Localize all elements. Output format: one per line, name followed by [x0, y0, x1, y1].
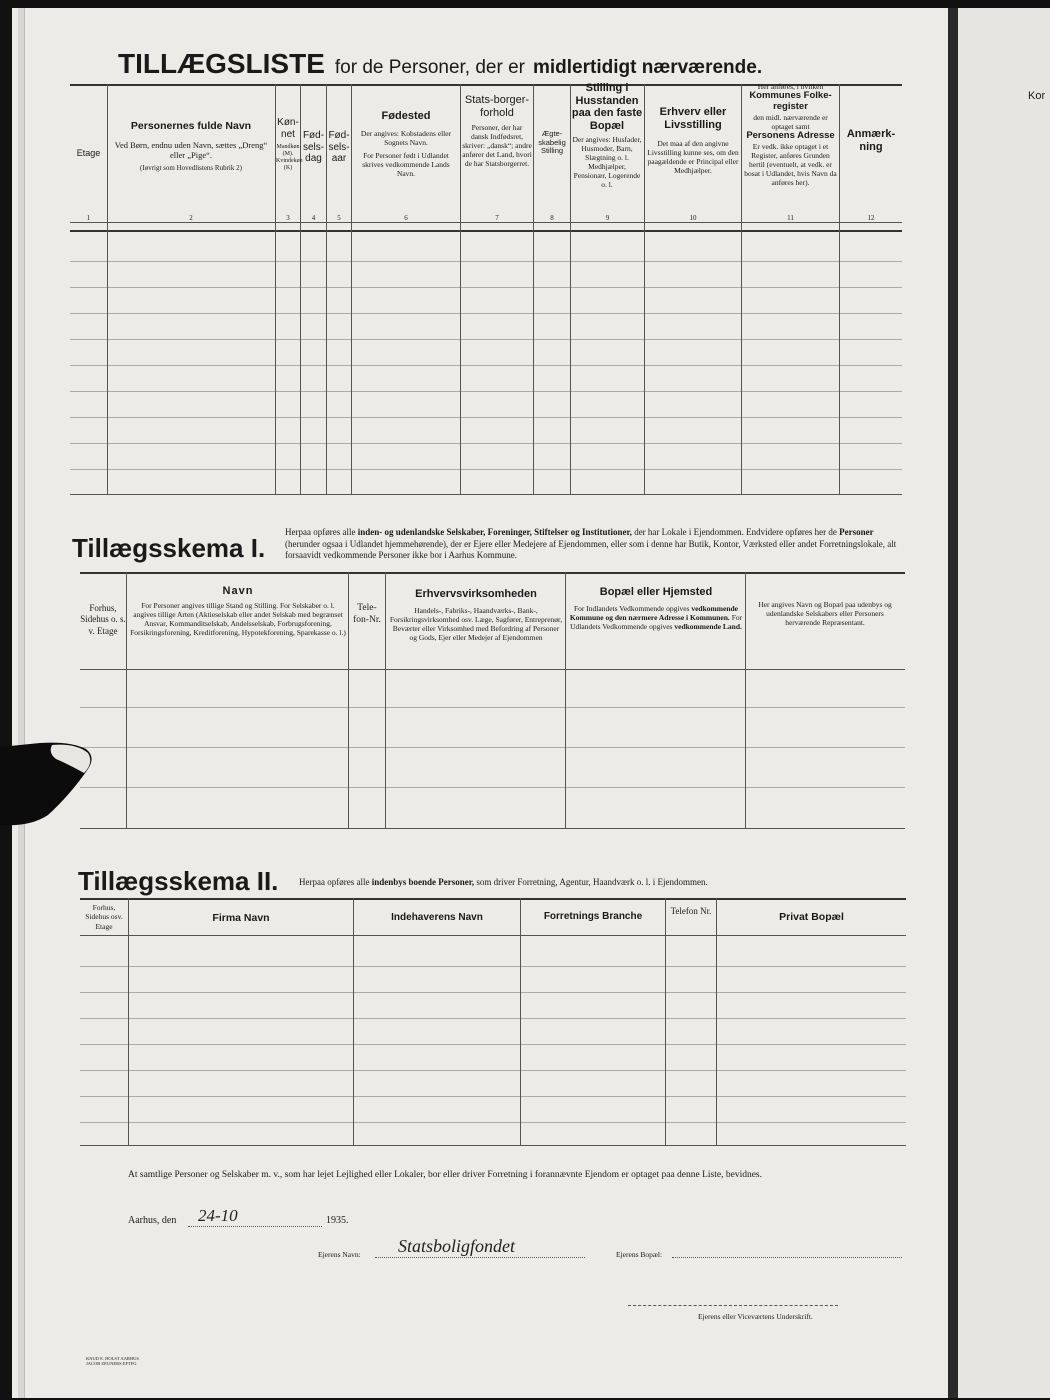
col-number: 3	[286, 214, 290, 222]
skema1-col-business-sub: Handels-, Fabriks-, Haandværks-, Bank-, Forsikringsvirksomhed osv. Læge, Sagfører, Entreprenør, Beværter eller Virksomhed med Befordring af Personer og Gods, Ejer eller Medejer af Ejendommen	[389, 605, 563, 642]
skema2-intro	[299, 877, 899, 887]
col-gender-title: Køn-net	[277, 117, 299, 140]
skema1-col-representative: Her angives Navn og Bopæl paa udenbys og udenlandske Selskabers eller Personers herværende Repræsentant.	[758, 600, 892, 627]
col-household-sub: Der angives: Husfader, Husmoder, Barn, Slægtning o. l. Medhjælper, Pensionær, Logerende o. l.	[572, 134, 642, 189]
col-name-header	[108, 120, 274, 173]
signature-line	[628, 1305, 838, 1306]
printer-imprint: KNUD E. HOLST AARHUS JACOB ZEUNERS EFTFG	[86, 1356, 139, 1367]
year-label: 1935.	[326, 1215, 349, 1226]
col-birthplace-sub: Der angives: Kobstadens eller Sognets Navn.	[360, 128, 452, 147]
title-bold: midlertidigt nærværende.	[533, 57, 763, 78]
col-number: 5	[337, 214, 341, 222]
col-occupation-sub: Det maa af den angivne Livsstilling kunne ses, om den paagældende er Principal eller Medhjælper.	[647, 139, 739, 176]
owner-address-line	[672, 1257, 902, 1258]
col-citizenship-header	[462, 94, 532, 168]
skema1-col-residence-title: Bopæl eller Hjemsted	[599, 586, 713, 598]
skema2-col-phone: Telefon Nr.	[670, 906, 712, 916]
skema2-col-etage: Forhus, Sidehus osv. Etage	[85, 903, 123, 931]
col-register-pre: Her anføres, i hvilken	[757, 82, 824, 91]
col-household-title: Stilling i Husstanden paa den faste	[571, 82, 643, 120]
col-citizenship-sub: Personer, der har dansk Indfødsret, skriver: „dansk“; andre anfører det Land, hvori de har Statsborgerret.	[462, 123, 532, 169]
col-birthplace-header	[355, 110, 457, 178]
skema2-intro-text: Herpaa opføres alle	[299, 877, 370, 887]
skema1-intro-bold: inden- og udenlandske Selskaber, Foreninger, Stiftelser og Institutioner,	[357, 527, 632, 537]
title-rest: for de Personer, der er	[334, 57, 525, 78]
skema1-col-residence-bold: vedkommende Kommune og den nærmere Adresse i Kommunen.	[569, 603, 739, 622]
thumb-shape	[0, 735, 95, 830]
title-big: TILLÆGSLISTE	[118, 48, 325, 79]
col-number: 1	[86, 214, 91, 222]
col-number: 6	[404, 214, 408, 222]
col-household-header	[571, 82, 643, 189]
col-etage-header: Etage	[76, 148, 101, 158]
skema1-col-name-title: Navn	[222, 585, 254, 597]
col-register-title: Kommunes Folke-register	[749, 90, 832, 112]
skema1-col-phone: Tele-fon-Nr.	[353, 603, 381, 625]
skema1-intro-text: der har Lokale i Ejendommen.	[634, 527, 744, 537]
col-gender-header	[276, 117, 303, 172]
skema1-title: Tillægsskema I.	[72, 533, 266, 563]
skema1-col-name	[130, 585, 346, 637]
skema2-col-private: Privat Bopæl	[779, 911, 844, 923]
skema1-col-residence-sub: For Indlandets Vedkommende opgives	[573, 603, 690, 613]
page-edge	[18, 8, 25, 1398]
skema1-col-business	[389, 588, 563, 642]
col-birthplace-sub2: For Personer født i Udlandet skrives vedkommende Lands Navn.	[362, 150, 450, 178]
col-register-title2: Personens Adresse	[746, 129, 835, 141]
attestation-text: At samtlige Personer og Selskaber m. v., som har lejet Lejlighed eller Lokaler, bor eller driver Forretning i forannævnte Ejendom er optaget paa denne Liste, bevidnes.	[128, 1170, 762, 1180]
skema1-intro-text: Endvidere opføres her de	[746, 527, 837, 537]
col-register-sub: den midl. nærværende er optaget samt	[753, 112, 828, 131]
col-birthyear-header: Fød-sels-aar	[328, 130, 350, 164]
col-register-header	[743, 82, 838, 187]
col-number: 2	[189, 214, 193, 222]
col-household-title2: Bopæl	[589, 119, 625, 132]
col-occupation-header	[646, 106, 740, 175]
date-line	[188, 1226, 322, 1227]
col-name-sub2: (Iøvrigt som Hovedlistens Rubrik 2)	[140, 164, 242, 173]
skema2-col-owner: Indehaverens Navn	[391, 912, 483, 923]
col-name-sub: Ved Børn, endnu uden Navn, sættes „Dreng“ eller „Pige“.	[114, 140, 268, 161]
skema2-title: Tillægsskema II.	[78, 866, 279, 896]
page-title	[118, 48, 898, 80]
col-number: 4	[311, 214, 316, 222]
owner-name-label: Ejerens Navn:	[318, 1250, 361, 1259]
col-birthday-header: Fød-sels-dag	[302, 130, 325, 164]
date-handwritten: 24-10	[198, 1206, 238, 1225]
col-number: 7	[495, 214, 499, 222]
skema1-col-residence-sub: For Udlandets Vedkommende opgives	[570, 612, 743, 631]
col-number: 9	[605, 214, 610, 222]
owner-name-handwritten: Statsboligfondet	[398, 1236, 515, 1256]
col-number: 8	[550, 214, 554, 222]
col-birthplace-title: Fødested	[381, 110, 431, 122]
skema2-col-branch: Forretnings Branche	[543, 911, 643, 922]
col-register-sub2: Er vedk. ikke optaget i et Register, anføres Grunden hertil (eventuelt, at vedk. er bosat i Udlandet, hvis Navn da anføres her).	[744, 141, 837, 187]
col-citizenship-title: Stats-borger-forhold	[464, 94, 530, 119]
binding-gutter	[948, 8, 958, 1398]
skema2-col-firm: Firma Navn	[212, 912, 270, 924]
skema1-col-residence	[569, 586, 743, 631]
skema1-col-etage: Forhus, Sidehus o. s. v. Etage	[80, 603, 126, 636]
col-remarks-header: Anmærk-ning	[846, 128, 896, 153]
skema1-col-name-sub: For Personer angives tillige Stand og Stilling. For Selskaber o. l. angives tillige Arten (Aktieselskab eller andet Selskab med begrænset Ansvar, Kommanditselskab, Andelsselskab, Forbrugsforening, Forsikringsforening, Kreditforening, Hypotekforening, Sparekasse o. l.)	[130, 600, 346, 637]
skema1-intro-bold: Personer	[839, 527, 874, 537]
signature-label: Ejerens eller Viceværtens Underskrift.	[698, 1312, 813, 1321]
next-page-fragment: Kor	[1028, 90, 1046, 102]
col-number: 10	[689, 214, 697, 222]
col-number: 12	[867, 214, 875, 222]
skema1-intro-text: Herpaa opføres alle	[285, 527, 356, 537]
date-place-label: Aarhus, den	[128, 1215, 177, 1226]
owner-name-line	[375, 1257, 585, 1258]
skema1-intro	[285, 527, 903, 562]
col-marital-header: Ægte-skabelig Stilling	[538, 129, 566, 156]
skema1-col-business-title: Erhvervsvirksomheden	[415, 588, 537, 600]
next-page	[958, 8, 1050, 1398]
col-gender-sub: Mandkøn (M). Kvindekøn (K)	[276, 144, 303, 171]
skema1-intro-text: (herunder ogsaa i Udlandet hjemmehørende), der er Ejere eller Medejere af Ejendommen, eller som i denne har Butik, Kontor, Værksted eller andet Forretningslokale, alt forsaavidt vedkommende Personer ikke bor i Aarhus Kommune.	[285, 538, 897, 561]
skema2-intro-text: som driver Forretning, Agentur, Haandværk o. l. i Ejendommen.	[476, 877, 708, 887]
skema2-intro-bold: indenbys boende Personer,	[371, 877, 475, 887]
col-occupation-title: Erhverv eller Livsstilling	[659, 106, 727, 131]
skema1-col-residence-bold: vedkommende Land.	[674, 621, 742, 631]
col-number: 11	[787, 214, 794, 222]
col-name-title: Personernes fulde Navn	[130, 120, 252, 132]
owner-address-label: Ejerens Bopæl:	[616, 1250, 663, 1259]
